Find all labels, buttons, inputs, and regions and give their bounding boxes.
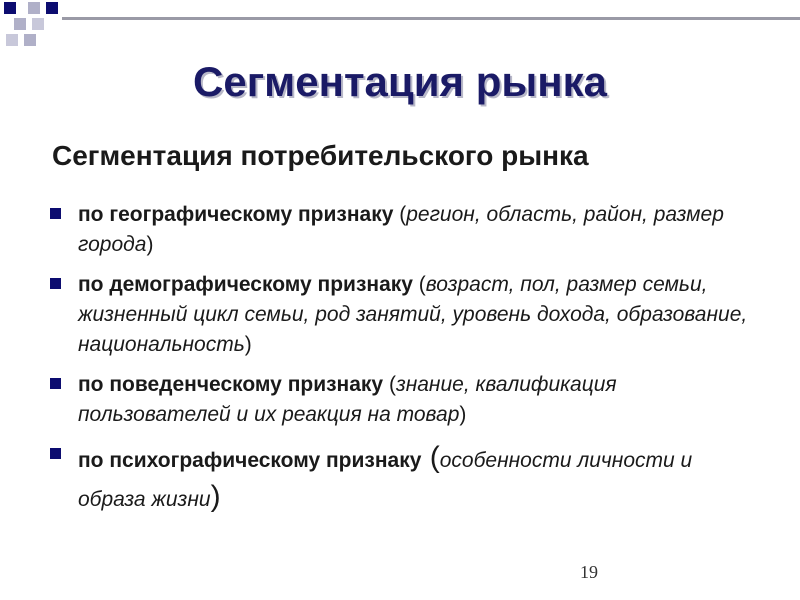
bullet-heading: по географическому признаку (78, 203, 394, 226)
bullet-square-icon (50, 448, 61, 459)
bullet-item (50, 370, 750, 430)
header-rule (62, 17, 800, 20)
bullet-close-paren: ) (244, 333, 252, 356)
deco-square (24, 34, 36, 46)
bullet-heading: по поведенческому признаку (78, 373, 384, 396)
bullet-detail: возраст, пол, размер семьи, жизненный цикл семьи, род занятий, уровень дохода, образование, национальность (78, 273, 748, 356)
header-decoration (0, 0, 800, 60)
page-number: 19 (580, 562, 598, 582)
bullet-open-paren: ( (412, 273, 426, 296)
slide-title: Сегментация рынка (193, 58, 607, 105)
bullet-open-paren: ( (393, 203, 407, 226)
bullet-square-icon (50, 378, 61, 389)
deco-square (4, 2, 16, 14)
deco-square (46, 2, 58, 14)
bullet-close-paren: ) (146, 233, 154, 256)
bullet-detail: регион, область, район, размер города (78, 203, 724, 256)
slide-subtitle: Сегментация потребительского рынка (52, 140, 589, 171)
bullet-item (50, 200, 750, 260)
bullet-detail: знание, квалификация пользователей и их реакция на товар (78, 373, 617, 426)
deco-square (28, 2, 40, 14)
bullet-item (50, 440, 750, 518)
bullet-heading: по демографическому признаку (78, 273, 413, 296)
deco-square (32, 18, 44, 30)
bullet-square-icon (50, 278, 61, 289)
deco-square (6, 34, 18, 46)
bullet-close-paren: ) (210, 480, 221, 513)
bullet-heading: по психографическому признаку (78, 449, 422, 472)
bullet-open-paren: ( (383, 373, 396, 396)
bullet-item (50, 270, 750, 360)
bullet-list (50, 200, 750, 528)
bullet-square-icon (50, 208, 61, 219)
bullet-close-paren: ) (459, 403, 467, 426)
bullet-detail: особенности личности и образа жизни (78, 449, 693, 511)
bullet-open-paren: ( (421, 441, 440, 474)
deco-square (14, 18, 26, 30)
